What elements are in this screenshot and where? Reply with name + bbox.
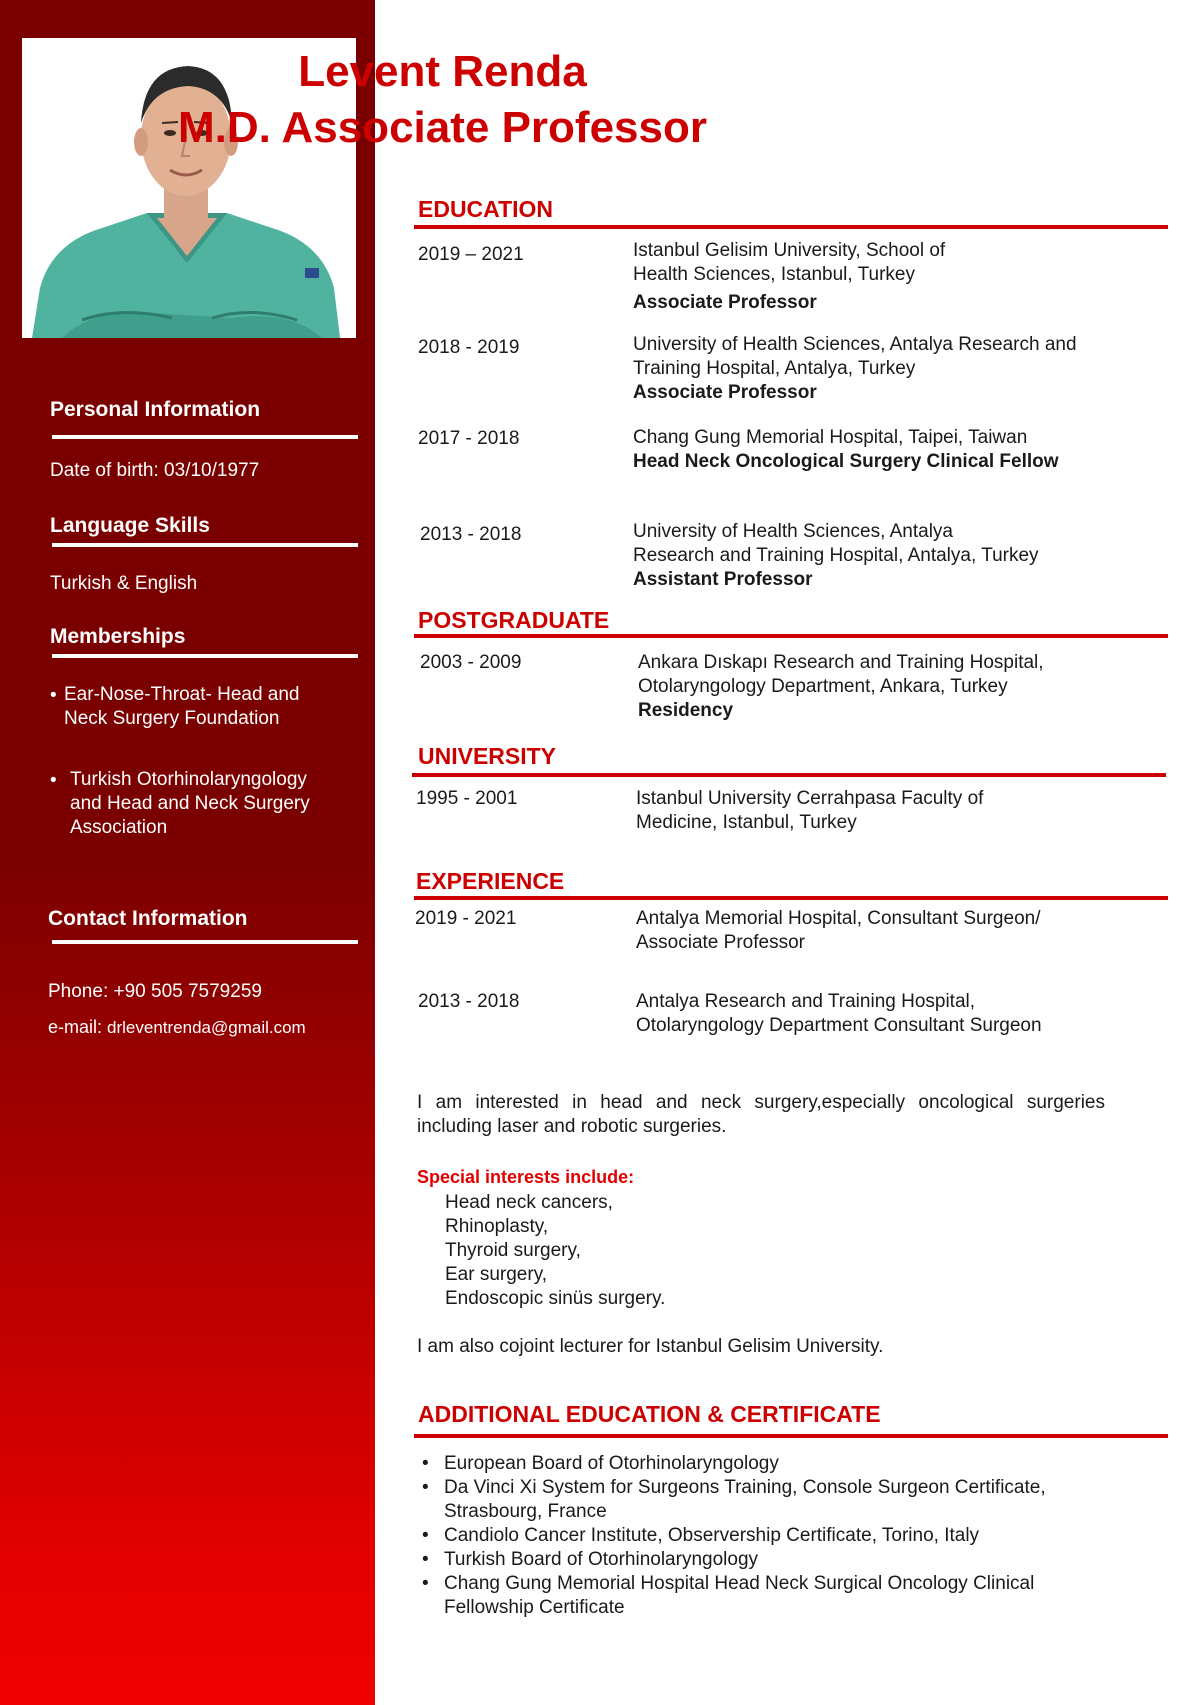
education-entry [633, 520, 1153, 592]
education-entry [633, 426, 1153, 474]
personal-info-divider [52, 435, 358, 439]
entry-line: University of Health Sciences, Antalya Research and [633, 334, 1077, 355]
education-years: 2017 - 2018 [418, 428, 520, 449]
certificate-item: • Da Vinci Xi System for Surgeons Training, Console Surgeon Certificate, Strasbourg, France [418, 1476, 1118, 1524]
entry-line: Associate Professor [636, 932, 805, 953]
additional-education-heading: ADDITIONAL EDUCATION & CERTIFICATE [418, 1401, 881, 1427]
special-interests-list [445, 1191, 665, 1311]
university-heading: UNIVERSITY [418, 743, 557, 769]
interest-item: Endoscopic sinüs surgery. [445, 1288, 666, 1309]
entry-line: Health Sciences, Istanbul, Turkey [633, 264, 915, 285]
entry-line: University of Health Sciences, Antalya [633, 521, 953, 542]
education-divider [414, 225, 1168, 229]
lecturer-note: I am also cojoint lecturer for Istanbul Gelisim University. [417, 1336, 884, 1357]
certificate-item: • Chang Gung Memorial Hospital Head Neck Surgical Oncology Clinical Fellowship Certificate [418, 1572, 1118, 1620]
additional-education-divider [414, 1434, 1168, 1438]
education-heading: EDUCATION [418, 196, 554, 222]
certificate-item: • Candiolo Cancer Institute, Observership Certificate, Torino, Italy [418, 1524, 1118, 1548]
language-skills-heading: Language Skills [50, 514, 210, 537]
sidebar [0, 0, 375, 1705]
doctor-title: M.D. Associate Professor [178, 103, 707, 152]
special-interests-label: Special interests include: [417, 1167, 635, 1187]
experience-heading: EXPERIENCE [416, 868, 565, 894]
interest-item: Thyroid surgery, [445, 1240, 581, 1261]
entry-role: Head Neck Oncological Surgery Clinical Fellow [633, 451, 1059, 472]
email-label: e-mail: [48, 1017, 103, 1037]
experience-divider [414, 896, 1168, 900]
email-line [48, 1017, 306, 1038]
university-entry [636, 787, 1156, 835]
university-years: 1995 - 2001 [416, 788, 518, 809]
entry-line: Chang Gung Memorial Hospital, Taipei, Taiwan [633, 427, 1028, 448]
language-skills-divider [52, 543, 358, 547]
page-title [0, 44, 885, 156]
interest-item: Head neck cancers, [445, 1192, 613, 1213]
education-entry [633, 333, 1153, 405]
contact-info-heading: Contact Information [48, 907, 248, 930]
entry-line: Otolaryngology Department Consultant Surgeon [636, 1015, 1042, 1036]
interest-intro: I am interested in head and neck surgery,especially oncological surgeries including laser and robotic surgeries. [417, 1092, 1105, 1137]
entry-line: Istanbul University Cerrahpasa Faculty of [636, 788, 984, 809]
email-address[interactable]: drleventrenda@gmail.com [107, 1018, 306, 1037]
experience-years: 2019 - 2021 [415, 908, 517, 929]
entry-line: Antalya Research and Training Hospital, [636, 991, 976, 1012]
interest-item: Rhinoplasty, [445, 1216, 549, 1237]
phone-number: Phone: +90 505 7579259 [48, 981, 262, 1002]
interest-item: Ear surgery, [445, 1264, 548, 1285]
contact-info-divider [52, 940, 358, 944]
university-divider [412, 773, 1166, 777]
entry-role: Residency [638, 700, 734, 721]
certificate-item: • Turkish Board of Otorhinolaryngology [418, 1548, 1118, 1572]
postgraduate-entry [638, 651, 1158, 723]
entry-line: Medicine, Istanbul, Turkey [636, 812, 857, 833]
postgraduate-divider [414, 634, 1168, 638]
memberships-divider [52, 654, 358, 658]
membership-item: Turkish Otorhinolaryngology and Head and Neck Surgery Association [70, 769, 310, 838]
doctor-name: Levent Renda [298, 47, 587, 96]
experience-entry [636, 907, 1156, 955]
experience-years: 2013 - 2018 [418, 991, 520, 1012]
membership-item: Ear-Nose-Throat- Head and Neck Surgery Foundation [64, 684, 300, 729]
entry-line: Research and Training Hospital, Antalya, Turkey [633, 545, 1039, 566]
entry-line: Otolaryngology Department, Ankara, Turkey [638, 676, 1008, 697]
experience-entry [636, 990, 1156, 1038]
entry-line: Istanbul Gelisim University, School of [633, 240, 946, 261]
entry-role: Assistant Professor [633, 569, 813, 590]
education-years: 2019 – 2021 [418, 244, 524, 265]
entry-line: Training Hospital, Antalya, Turkey [633, 358, 916, 379]
entry-role: Associate Professor [633, 292, 817, 313]
postgraduate-years: 2003 - 2009 [420, 652, 522, 673]
entry-line: Antalya Memorial Hospital, Consultant Surgeon/ [636, 908, 1041, 929]
education-entry [633, 239, 1153, 315]
language-skills-text: Turkish & English [50, 573, 198, 594]
bullet-icon: • [50, 685, 57, 706]
education-years: 2018 - 2019 [418, 337, 520, 358]
postgraduate-heading: POSTGRADUATE [418, 607, 610, 633]
personal-info-heading: Personal Information [50, 398, 261, 421]
bullet-icon: • [50, 770, 57, 791]
education-years: 2013 - 2018 [420, 524, 522, 545]
certificate-list [418, 1452, 1118, 1620]
certificate-item: • European Board of Otorhinolaryngology [418, 1452, 1118, 1476]
entry-role: Associate Professor [633, 382, 817, 403]
memberships-heading: Memberships [50, 625, 186, 648]
entry-line: Ankara Dıskapı Research and Training Hospital, [638, 652, 1044, 673]
date-of-birth: Date of birth: 03/10/1977 [50, 460, 260, 481]
